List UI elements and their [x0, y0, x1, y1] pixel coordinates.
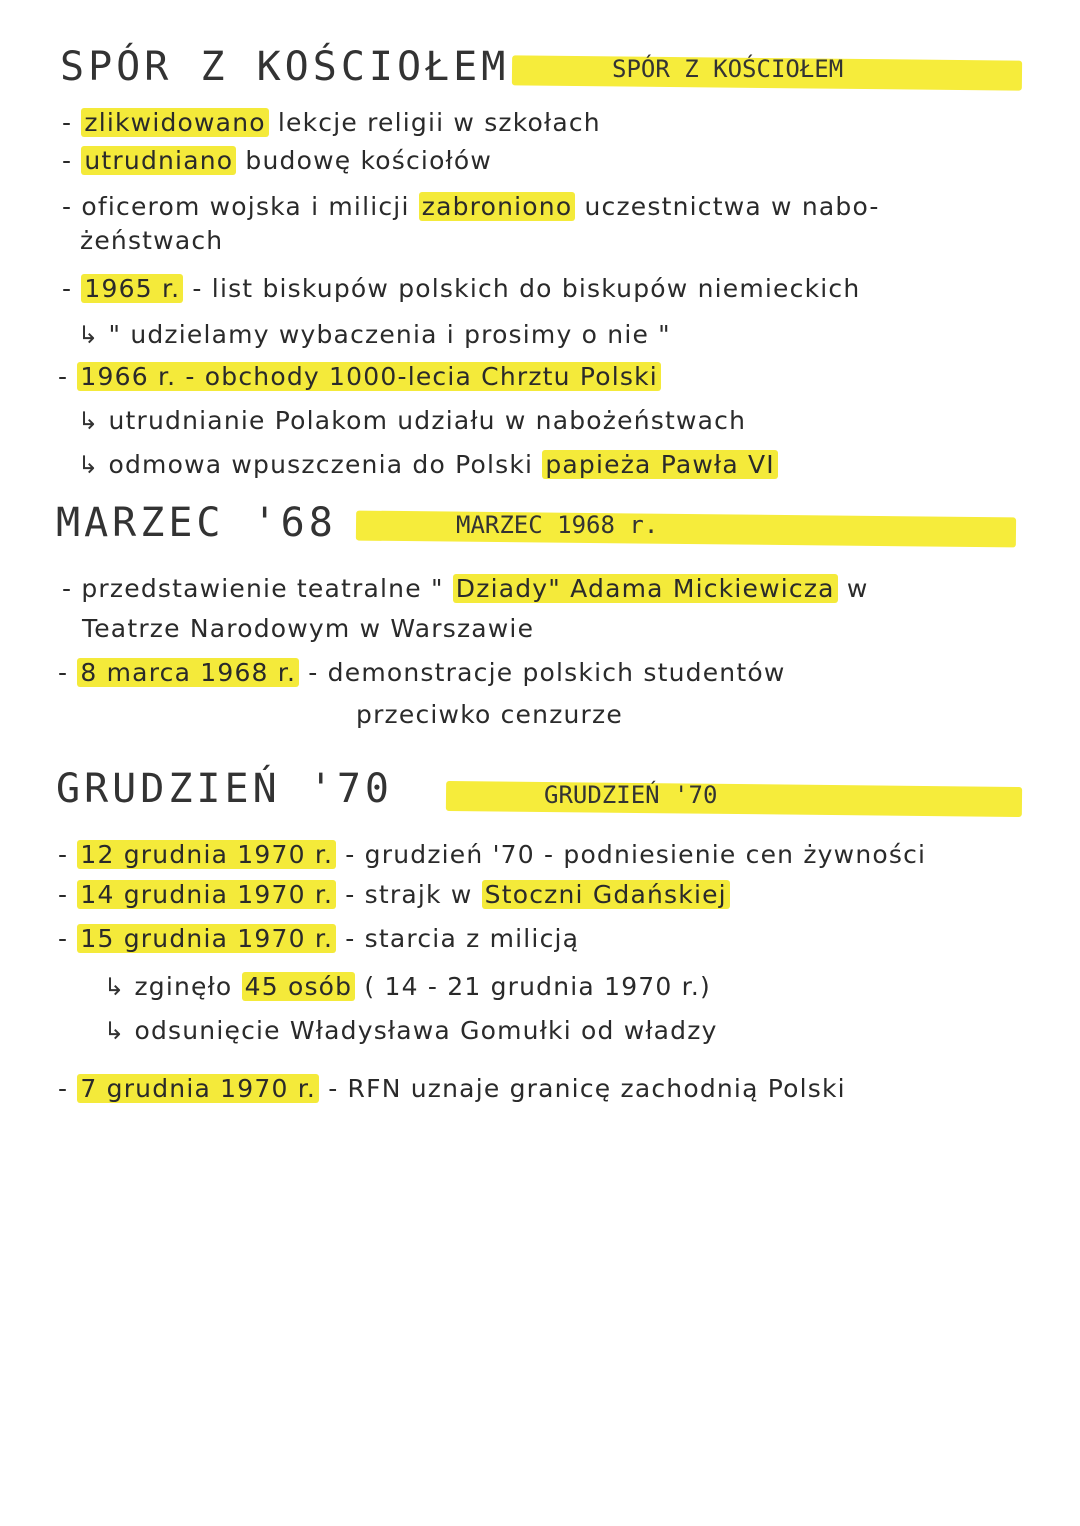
note-line: - 1965 r. - list biskupów polskich do biskupów niemieckich — [62, 274, 861, 303]
highlight: 14 grudnia 1970 r. — [77, 880, 336, 909]
section-highlight-bar — [356, 511, 1016, 548]
highlight: 45 osób — [242, 972, 356, 1001]
highlight: utrudniano — [81, 146, 236, 175]
highlight: Stoczni Gdańskiej — [482, 880, 730, 909]
section-bar-label: MARZEC 1968 r. — [456, 511, 659, 539]
note-line: - przedstawienie teatralne " Dziady" Adama Mickiewicza w — [62, 574, 869, 603]
arrow-icon: ↳ — [78, 451, 100, 479]
note-subline: ↳ utrudnianie Polakom udziału w nabożeństwach — [78, 406, 747, 435]
note-line: - 14 grudnia 1970 r. - strajk w Stoczni Gdańskiej — [58, 880, 730, 909]
section-bar-label: GRUDZIEŃ '70 — [544, 781, 718, 809]
section-title-december-70: GRUDZIEŃ '70 — [56, 766, 393, 812]
highlight: zabroniono — [419, 192, 576, 221]
highlight: 15 grudnia 1970 r. — [77, 924, 336, 953]
highlight: 8 marca 1968 r. — [77, 658, 299, 687]
note-line: - utrudniano budowę kościołów — [62, 146, 493, 175]
section-bar-label: SPÓR Z KOŚCIOŁEM — [612, 55, 844, 83]
note-subline: ↳ odsunięcie Władysława Gomułki od władzy — [104, 1016, 718, 1045]
note-line-continued: Teatrze Narodowym w Warszawie — [82, 614, 535, 643]
note-line: - 12 grudnia 1970 r. - grudzień '70 - podniesienie cen żywności — [58, 840, 927, 869]
arrow-icon: ↳ — [104, 973, 126, 1001]
section-title-march-68: MARZEC '68 — [56, 500, 337, 546]
note-line: - 15 grudnia 1970 r. - starcia z milicją — [58, 924, 580, 953]
note-line: - 1966 r. - obchody 1000-lecia Chrztu Polski — [58, 362, 661, 391]
arrow-icon: ↳ — [104, 1017, 126, 1045]
note-line: - zlikwidowano lekcje religii w szkołach — [62, 108, 601, 137]
section-highlight-bar — [446, 781, 1022, 817]
highlight: papieża Pawła VI — [542, 450, 778, 479]
arrow-icon: ↳ — [78, 321, 100, 349]
arrow-icon: ↳ — [78, 407, 100, 435]
highlight: 12 grudnia 1970 r. — [77, 840, 336, 869]
highlight: Dziady" Adama Mickiewicza — [453, 574, 838, 603]
highlight: 7 grudnia 1970 r. — [77, 1074, 319, 1103]
section-title-church-conflict: SPÓR Z KOŚCIOŁEM — [60, 44, 510, 90]
note-subline: ↳ zginęło 45 osób ( 14 - 21 grudnia 1970 r.) — [104, 972, 711, 1001]
highlight: 1966 r. - obchody 1000-lecia Chrztu Polski — [77, 362, 661, 391]
highlight: zlikwidowano — [81, 108, 268, 137]
note-subline: ↳ odmowa wpuszczenia do Polski papieża Pawła VI — [78, 450, 778, 479]
note-line-continued: żeństwach — [80, 226, 224, 255]
note-subline: ↳ " udzielamy wybaczenia i prosimy o nie " — [78, 320, 671, 349]
note-line: - 8 marca 1968 r. - demonstracje polskich studentów — [58, 658, 786, 687]
note-line: - 7 grudnia 1970 r. - RFN uznaje granicę zachodnią Polski — [58, 1074, 846, 1103]
note-line: - oficerom wojska i milicji zabroniono uczestnictwa w nabo- — [62, 192, 880, 221]
highlight: 1965 r. — [81, 274, 183, 303]
note-line-continued: przeciwko cenzurze — [356, 700, 623, 729]
